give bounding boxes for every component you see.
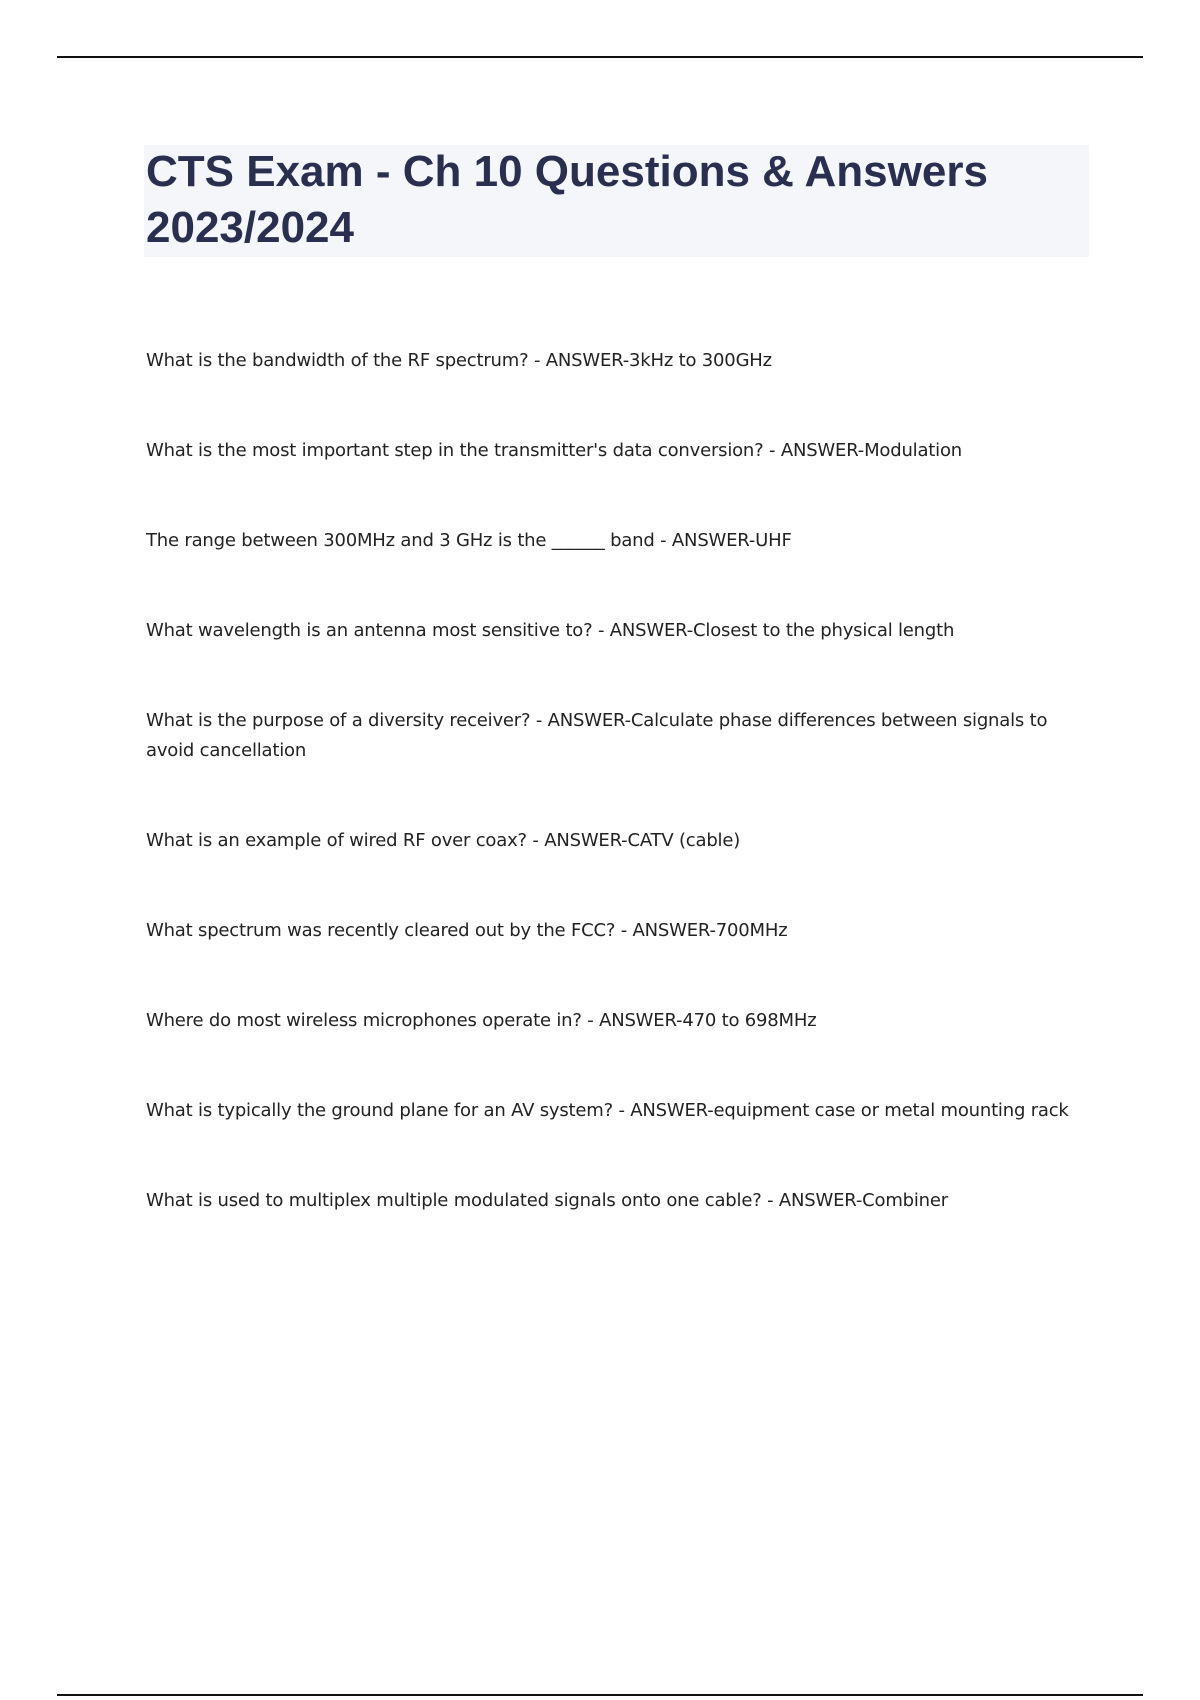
- qa-item-8: Where do most wireless microphones operate in? - ANSWER-470 to 698MHz: [146, 1010, 817, 1031]
- qa-item-1: What is the bandwidth of the RF spectrum? - ANSWER-3kHz to 300GHz: [146, 350, 772, 371]
- qa-item-3: The range between 300MHz and 3 GHz is the ______ band - ANSWER-UHF: [146, 530, 792, 551]
- bottom-divider: [57, 1694, 1143, 1696]
- qa-item-4: What wavelength is an antenna most sensitive to? - ANSWER-Closest to the physical length: [146, 620, 955, 641]
- qa-item-2: What is the most important step in the transmitter's data conversion? - ANSWER-Modulation: [146, 440, 962, 461]
- qa-list: [146, 346, 1086, 1276]
- qa-item-6: What is an example of wired RF over coax? - ANSWER-CATV (cable): [146, 830, 741, 851]
- document-title: CTS Exam - Ch 10 Questions & Answers 2023/2024: [146, 147, 988, 252]
- qa-item-7: What spectrum was recently cleared out by the FCC? - ANSWER-700MHz: [146, 920, 788, 941]
- top-divider: [57, 56, 1143, 58]
- qa-item-10: What is used to multiplex multiple modulated signals onto one cable? - ANSWER-Combiner: [146, 1190, 948, 1211]
- qa-item-9: What is typically the ground plane for an AV system? - ANSWER-equipment case or metal mounting rack: [146, 1100, 1069, 1121]
- qa-item-5: What is the purpose of a diversity receiver? - ANSWER-Calculate phase differences between signals to avoid cancellation: [146, 710, 1048, 761]
